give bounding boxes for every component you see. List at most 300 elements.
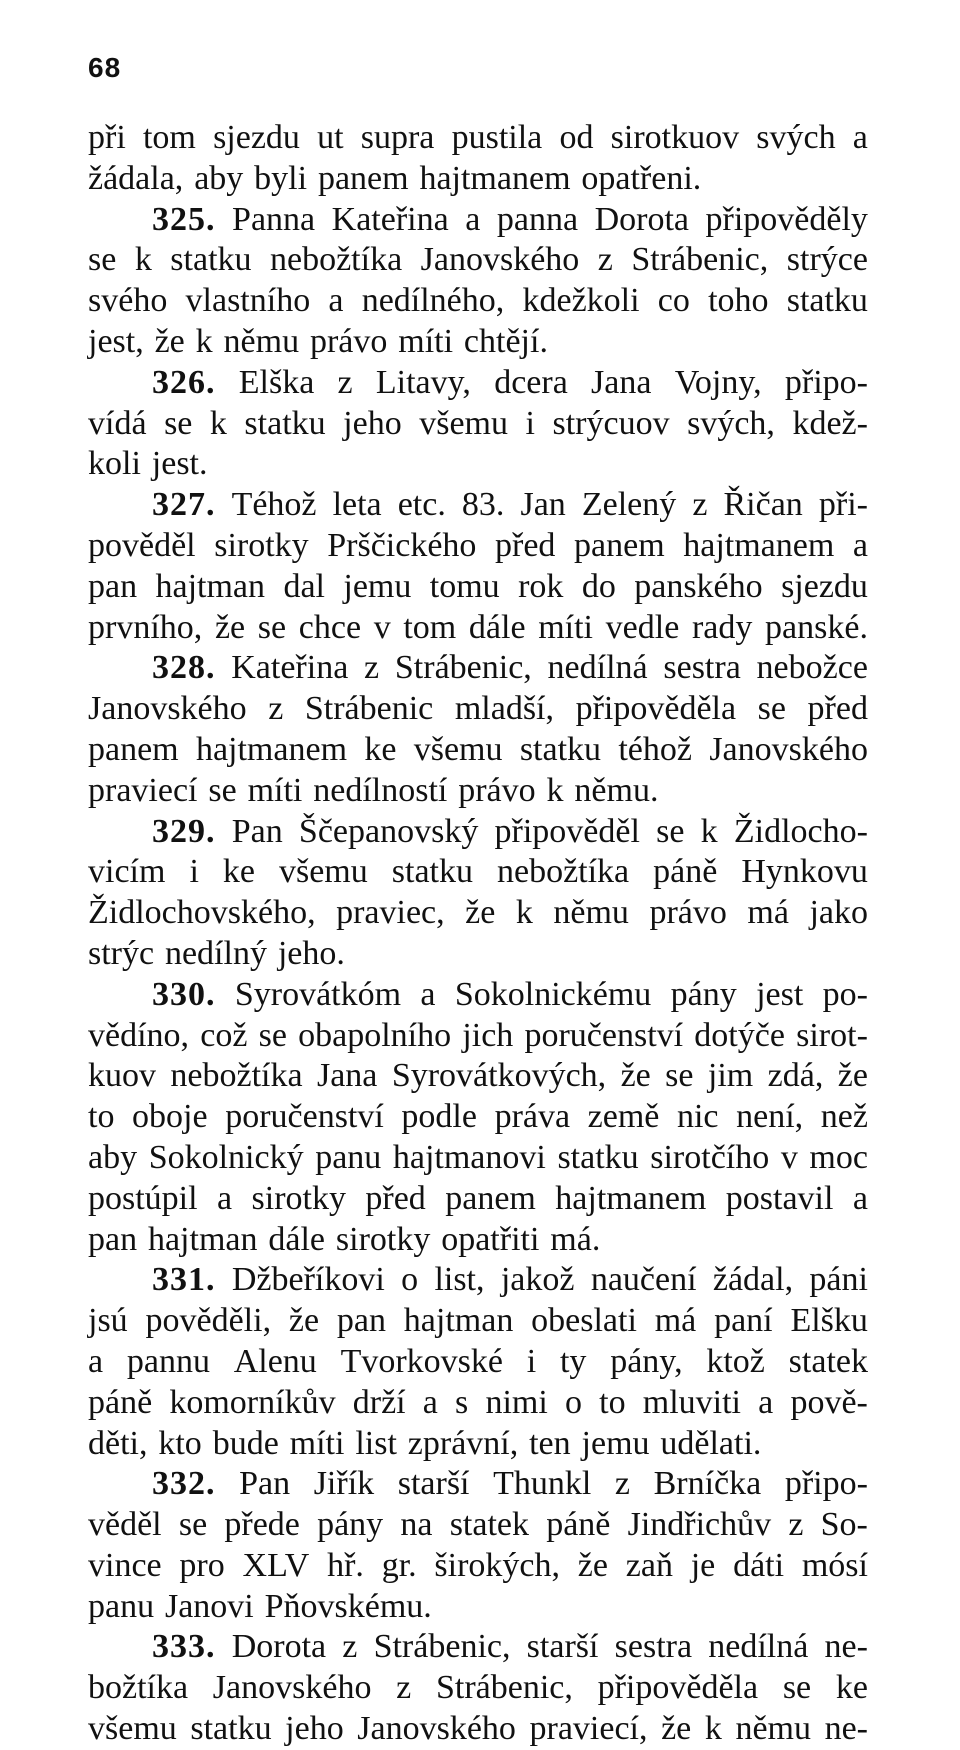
word: chce xyxy=(298,608,362,646)
word: hř. xyxy=(327,1546,364,1584)
word: Panna xyxy=(232,200,316,238)
word: kto xyxy=(158,1424,202,1462)
word: panu xyxy=(88,1587,155,1625)
word: hajtmanem xyxy=(419,159,571,197)
word: moc xyxy=(809,1138,868,1176)
word: sirotky xyxy=(251,1179,346,1217)
word: od xyxy=(559,119,594,156)
word: obeslati xyxy=(531,1302,637,1340)
word: pány xyxy=(670,975,737,1013)
word: k xyxy=(546,771,564,809)
word: k xyxy=(700,812,718,850)
word: žádala, xyxy=(88,159,184,197)
text-line xyxy=(88,1424,868,1465)
word: starší xyxy=(397,1465,470,1503)
word: páně xyxy=(653,853,718,891)
word: Janovi xyxy=(164,1587,254,1625)
word: páni xyxy=(809,1261,868,1299)
text-line xyxy=(88,608,868,649)
word: Jan xyxy=(520,486,566,524)
word: svého xyxy=(88,282,168,320)
word: přede xyxy=(224,1506,300,1544)
entry-number: 330. xyxy=(152,975,216,1013)
word: božtíka xyxy=(88,1669,189,1707)
word: Alenu xyxy=(233,1342,317,1380)
word: starší xyxy=(526,1628,599,1666)
word: připověděla xyxy=(575,690,737,728)
word: míti xyxy=(538,608,594,646)
word: ktož xyxy=(706,1342,765,1380)
word: panské. xyxy=(765,608,868,646)
word: paní xyxy=(714,1302,773,1340)
text-line xyxy=(88,934,868,975)
word: mluviti xyxy=(642,1383,741,1421)
word: míti xyxy=(247,771,303,809)
word: kdežkoli xyxy=(522,282,640,320)
word: širokých, xyxy=(434,1546,561,1584)
word: ty xyxy=(559,1342,587,1380)
word: z xyxy=(788,1506,804,1544)
word: páně xyxy=(88,1383,153,1421)
word: není, xyxy=(736,1098,804,1136)
word: strýcuov xyxy=(552,404,670,442)
text-line xyxy=(88,322,868,363)
word: a xyxy=(88,1342,104,1380)
word: ne- xyxy=(824,1628,868,1666)
word: list, xyxy=(434,1261,485,1299)
word: na xyxy=(400,1506,433,1544)
word: dáti xyxy=(733,1546,785,1584)
word: Zelený xyxy=(581,486,677,524)
word: sirotky xyxy=(335,1220,431,1258)
word: páně xyxy=(546,1506,611,1544)
word: se xyxy=(757,690,786,728)
text-line xyxy=(88,1668,868,1709)
word: zaň xyxy=(625,1546,673,1584)
word: sjezdu xyxy=(213,119,300,156)
word: panna xyxy=(496,200,579,238)
word: statku xyxy=(519,730,602,768)
text-line xyxy=(88,1342,868,1383)
text-line xyxy=(88,444,868,485)
word: že xyxy=(837,1057,868,1095)
word: dotýče xyxy=(694,1016,785,1054)
word: Syrovátkových, xyxy=(391,1057,607,1095)
word: svých, xyxy=(687,404,775,442)
word: že xyxy=(288,1302,320,1340)
entry-number: 333. xyxy=(152,1628,216,1666)
paragraph-start-line xyxy=(88,975,868,1016)
text-line xyxy=(88,1709,868,1750)
word: k xyxy=(209,404,227,442)
paragraph-start-line xyxy=(88,363,868,404)
word: se xyxy=(782,1669,812,1707)
word: se xyxy=(178,1506,208,1544)
word: ut xyxy=(317,119,344,156)
word: hajtman xyxy=(155,567,266,605)
word: že xyxy=(661,1710,692,1748)
word: nedílný xyxy=(164,934,267,972)
word: Strábenic, xyxy=(394,649,532,687)
word: všemu xyxy=(88,1710,177,1748)
entry-number: 327. xyxy=(152,486,216,524)
text-line xyxy=(88,1383,868,1424)
word: aby xyxy=(88,1138,138,1176)
word: se xyxy=(656,812,685,850)
word: němu. xyxy=(574,771,659,809)
word: jich xyxy=(462,1016,514,1054)
word: dal xyxy=(283,567,325,605)
word: Téhož xyxy=(231,486,317,524)
word: drží xyxy=(352,1383,406,1421)
paragraph-start-line xyxy=(88,812,868,853)
text-line xyxy=(88,771,868,812)
word: než xyxy=(820,1098,868,1136)
word: Dorota xyxy=(594,200,689,238)
word: statku xyxy=(557,1138,639,1176)
word: svých xyxy=(756,119,836,156)
word: dcera xyxy=(494,363,568,401)
word: nimi xyxy=(485,1383,548,1421)
word: postúpil xyxy=(88,1179,198,1217)
word: Strábenic, xyxy=(631,241,769,279)
text-line xyxy=(88,1301,868,1342)
word: všemu xyxy=(413,730,503,768)
word: Jindřichův xyxy=(627,1506,772,1544)
word: pustila xyxy=(451,119,543,156)
word: praviec, xyxy=(336,894,445,932)
entry-number: 328. xyxy=(152,649,216,687)
word: sestra xyxy=(663,649,741,687)
word: z xyxy=(342,1628,358,1666)
word: toho xyxy=(708,282,769,320)
word: všemu xyxy=(419,404,508,442)
word: že xyxy=(154,322,185,360)
word: Jana xyxy=(316,1057,378,1095)
word: Židlochovského, xyxy=(88,894,316,932)
word: připo- xyxy=(784,1465,868,1503)
word: což xyxy=(200,1016,248,1054)
word: věděl xyxy=(88,1506,162,1544)
text-line xyxy=(88,1179,868,1220)
word: vídá xyxy=(88,404,147,442)
word: míti xyxy=(398,322,454,360)
word: statek xyxy=(788,1342,868,1380)
paragraph-start-line xyxy=(88,1627,868,1668)
word: k xyxy=(134,241,152,279)
word: pan xyxy=(88,567,138,605)
word: Sokolnický xyxy=(148,1138,304,1176)
word: a xyxy=(852,526,868,564)
word: sirotkuov xyxy=(610,119,740,156)
word: Kateřina xyxy=(331,200,449,238)
word: vince xyxy=(88,1546,162,1584)
word: nedílná xyxy=(708,1628,809,1666)
text-line xyxy=(88,1587,868,1628)
word: sestra xyxy=(614,1628,693,1666)
word: k xyxy=(704,1710,722,1748)
word: panem xyxy=(445,1179,536,1217)
text-line xyxy=(88,1056,868,1097)
word: Řičan xyxy=(723,486,803,524)
word: a xyxy=(422,1383,438,1421)
word: Janovského xyxy=(709,730,868,768)
word: tom xyxy=(403,608,457,646)
word: etc. xyxy=(397,486,446,524)
word: Ščepanovský xyxy=(298,812,479,850)
text-line xyxy=(88,1138,868,1179)
word: sirotky xyxy=(214,526,309,564)
word: se xyxy=(208,771,237,809)
word: vedle xyxy=(605,608,680,646)
word: z xyxy=(268,690,284,728)
word: Dorota xyxy=(231,1628,327,1666)
word: Sokolnickému xyxy=(454,975,652,1013)
word: a xyxy=(852,119,868,156)
word: dále xyxy=(268,1220,326,1258)
word: statku xyxy=(786,282,868,320)
word: chtějí. xyxy=(463,322,548,360)
word: to xyxy=(88,1098,115,1136)
page-number: 68 xyxy=(88,52,122,83)
text-line xyxy=(88,730,868,771)
word: naučení xyxy=(590,1261,697,1299)
text-line xyxy=(88,159,868,200)
word: pannu xyxy=(126,1342,210,1380)
word: Džbeříkovi xyxy=(231,1261,385,1299)
text-line xyxy=(88,852,868,893)
word: nedílná xyxy=(547,649,648,687)
text-line xyxy=(88,893,868,934)
word: statek xyxy=(449,1506,529,1544)
entry-number: 326. xyxy=(152,363,216,401)
word: Strábenic, xyxy=(435,1669,573,1707)
word: pan xyxy=(88,1220,138,1258)
word: jest xyxy=(756,975,804,1013)
word: k xyxy=(195,322,213,360)
word: pově- xyxy=(790,1383,868,1421)
word: statku xyxy=(391,853,473,891)
word: opatřeni. xyxy=(581,159,702,197)
word: práva xyxy=(494,1098,571,1136)
text-line xyxy=(88,689,868,730)
word: vlastního xyxy=(185,282,311,320)
word: pro xyxy=(179,1546,225,1584)
word: míti xyxy=(289,1424,345,1462)
word: jest. xyxy=(151,445,208,483)
word: z xyxy=(337,363,353,401)
word: a xyxy=(328,282,344,320)
word: hajtmanovi xyxy=(392,1138,546,1176)
word: Vojny, xyxy=(674,363,762,401)
word: nebožtíka xyxy=(496,853,630,891)
word: z xyxy=(614,1465,631,1503)
paragraph-start-line xyxy=(88,648,868,689)
word: Elšku xyxy=(790,1302,868,1340)
word: panem xyxy=(88,730,179,768)
word: zdá, xyxy=(767,1057,824,1095)
word: o xyxy=(564,1383,582,1421)
word: poručenství xyxy=(524,1016,684,1054)
word: aby xyxy=(194,159,244,197)
entry-number: 329. xyxy=(152,812,216,850)
word: co xyxy=(657,282,690,320)
word: i xyxy=(189,853,199,891)
word: připověděly xyxy=(705,200,868,238)
word: praviecí xyxy=(88,771,198,809)
word: že xyxy=(465,894,496,932)
word: opatřiti xyxy=(441,1220,540,1258)
word: právo xyxy=(458,771,536,809)
word: jemu xyxy=(343,567,412,605)
word: koli xyxy=(88,445,141,483)
word: Strábenic xyxy=(304,690,434,728)
word: žádal, xyxy=(712,1261,794,1299)
text-line xyxy=(88,1016,868,1057)
word: při- xyxy=(818,486,868,524)
word: po- xyxy=(822,975,868,1013)
word: připověděla xyxy=(597,1669,759,1707)
text-line xyxy=(88,1220,868,1261)
word: nedílností xyxy=(313,771,448,809)
word: panu xyxy=(315,1138,382,1176)
word: všemu xyxy=(278,853,368,891)
word: jsú xyxy=(88,1302,128,1340)
word: němu xyxy=(223,322,300,360)
word: vicím xyxy=(88,853,166,891)
word: Pňovskému. xyxy=(264,1587,432,1625)
word: pány, xyxy=(610,1342,683,1380)
word: hajtmanem xyxy=(555,1179,707,1217)
word: se xyxy=(88,241,117,279)
text-line xyxy=(88,240,868,281)
word: ke xyxy=(222,853,255,891)
text-line xyxy=(88,526,868,567)
text-line xyxy=(88,567,868,608)
word: před xyxy=(365,1179,426,1217)
word: Strábenic, xyxy=(373,1628,511,1666)
word: pan xyxy=(336,1302,386,1340)
word: i xyxy=(526,1342,537,1380)
word: So- xyxy=(820,1506,868,1544)
paragraph-start-line xyxy=(88,485,868,526)
word: hajtman xyxy=(147,1220,258,1258)
word: má. xyxy=(550,1220,601,1258)
word: země xyxy=(587,1098,660,1136)
word: statku xyxy=(170,241,252,279)
word: tom xyxy=(142,119,196,156)
word: z xyxy=(364,649,380,687)
word: hajtmanem xyxy=(683,526,835,564)
word: a xyxy=(217,1179,233,1217)
word: ne- xyxy=(824,1710,868,1748)
word: poručenství xyxy=(225,1098,384,1136)
word: Pan xyxy=(231,812,283,850)
word: se xyxy=(257,608,287,646)
word: jeho. xyxy=(277,934,345,972)
word: to xyxy=(599,1383,626,1421)
paragraph-start-line xyxy=(88,200,868,241)
text-line xyxy=(88,1097,868,1138)
word: mladší, xyxy=(454,690,555,728)
word: a xyxy=(758,1383,774,1421)
word: gr. xyxy=(381,1546,417,1584)
word: se xyxy=(164,404,193,442)
text-line xyxy=(88,1505,868,1546)
word: o xyxy=(401,1261,419,1299)
word: prvního, xyxy=(88,608,203,646)
word: mósí xyxy=(801,1546,868,1584)
body-text xyxy=(88,118,868,1750)
word: jemu xyxy=(581,1424,650,1462)
word: Thunkl xyxy=(493,1465,592,1503)
word: nedílného, xyxy=(361,282,505,320)
word: a xyxy=(465,200,481,238)
word: zprávní, xyxy=(407,1424,519,1462)
word: Syrovátkóm xyxy=(234,975,402,1013)
word: k xyxy=(515,894,533,932)
entry-number: 332. xyxy=(152,1465,216,1503)
word: připo- xyxy=(784,363,868,401)
word: má xyxy=(654,1302,697,1340)
word: Židlocho- xyxy=(733,812,868,850)
word: připověděl xyxy=(494,812,640,850)
word: z xyxy=(597,241,613,279)
word: hajtmanem xyxy=(195,730,348,768)
word: rady xyxy=(691,608,753,646)
word: rok xyxy=(518,567,564,605)
word: panem xyxy=(574,526,665,564)
paragraph-start-line xyxy=(88,1464,868,1505)
word: Jiřík xyxy=(313,1465,375,1503)
word: Janovského xyxy=(420,241,580,279)
word: sirot- xyxy=(796,1016,868,1054)
word: bude xyxy=(212,1424,279,1462)
entry-number: 331. xyxy=(152,1261,216,1299)
word: 83. xyxy=(461,486,505,524)
word: v xyxy=(373,608,391,646)
word: kdež- xyxy=(792,404,868,442)
word: jeho xyxy=(343,404,402,442)
word: Jana xyxy=(591,363,652,401)
word: a xyxy=(420,975,436,1013)
word: se xyxy=(665,1057,694,1095)
word: leta xyxy=(332,486,382,524)
word: praviecí, xyxy=(529,1710,648,1748)
word: že xyxy=(620,1057,651,1095)
paragraph-start-line xyxy=(88,1260,868,1301)
word: nic xyxy=(676,1098,719,1136)
word: ke xyxy=(364,730,397,768)
word: Prščického xyxy=(327,526,477,564)
word: supra xyxy=(360,119,435,156)
word: Pan xyxy=(239,1465,291,1503)
word: strýc xyxy=(88,934,155,972)
word: podle xyxy=(401,1098,477,1136)
word: před xyxy=(807,690,868,728)
word: list xyxy=(355,1424,397,1462)
word: že xyxy=(214,608,246,646)
word: Kateřina xyxy=(231,649,349,687)
word: postavil xyxy=(725,1179,834,1217)
word: Tvorkovské xyxy=(340,1342,503,1380)
word: strýce xyxy=(786,241,868,279)
word: právo xyxy=(649,894,727,932)
word: statku xyxy=(244,404,326,442)
word: oboje xyxy=(132,1098,208,1136)
word: hajtman xyxy=(403,1302,514,1340)
word: panem xyxy=(317,159,409,197)
